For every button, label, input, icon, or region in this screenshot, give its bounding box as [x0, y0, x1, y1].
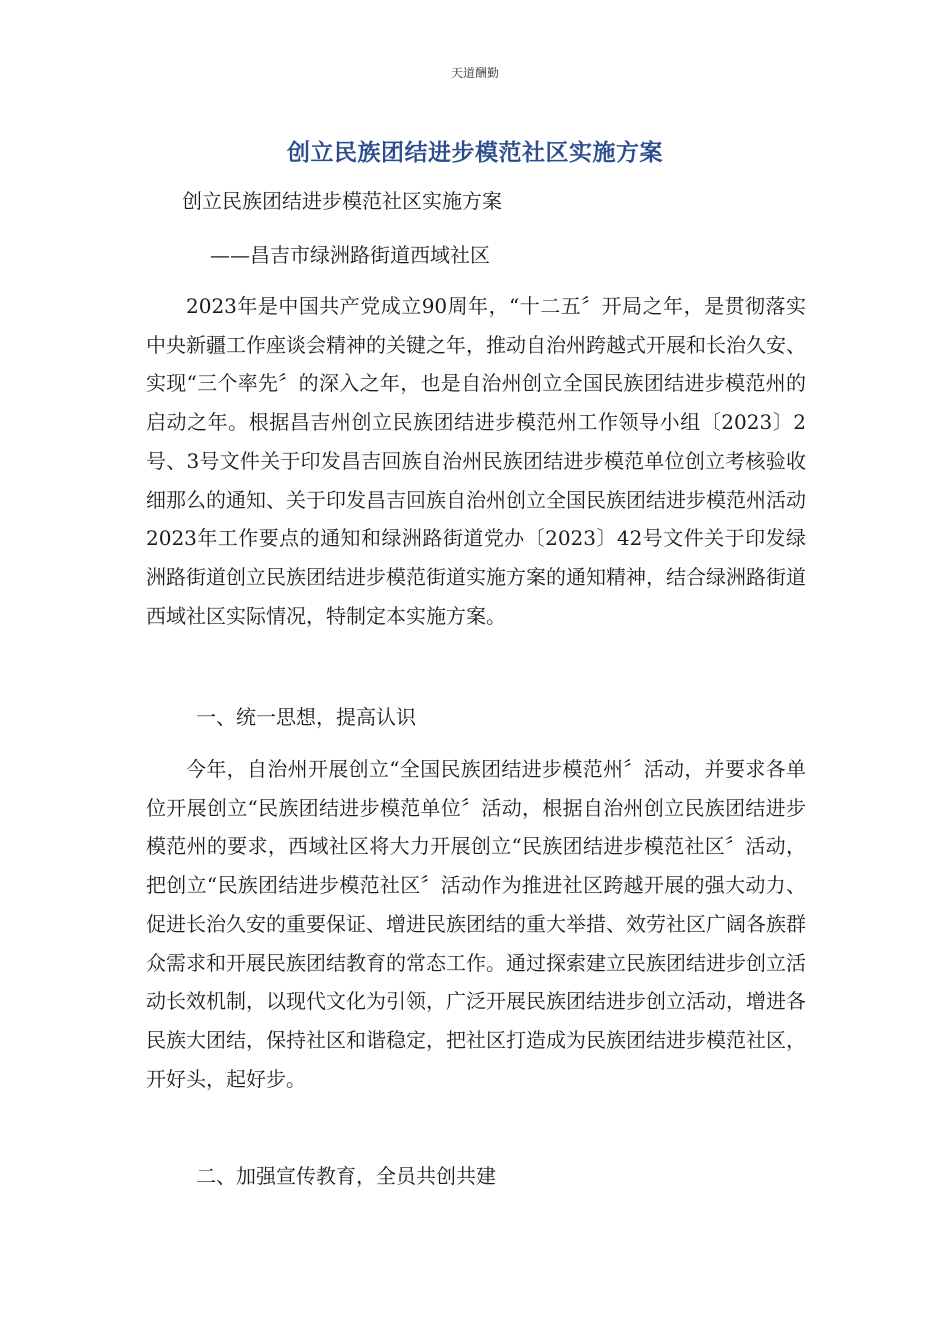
section-1-paragraph: 今年，自治州开展创立“全国民族团结进步模范州〞活动，并要求各单位开展创立“民族团结进步模范单位〞活动，根据自治州创立民族团结进步模范州的要求，西域社区将大力开展创立“民族团结进步模范社区〞活动，把创立“民族团结进步模范社区〞活动作为推进社区跨越开展的强大动力、促进长治久安的重要保证、增进民族团结的重大举措、效劳社区广阔各族群众需求和开展民族团结教育的常态工作。通过探索建立民族团结进步创立活动长效机制，以现代文化为引领，广泛开展民族团结进步创立活动，增进各民族大团结，保持社区和谐稳定，把社区打造成为民族团结进步模范社区，开好头，起好步。	[146, 757, 806, 1091]
intro-paragraph: 2023年是中国共产党成立90周年，“十二五〞开局之年，是贯彻落实中央新疆工作座谈会精神的关键之年，推动自治州跨越式开展和长治久安、实现“三个率先〞的深入之年，也是自治州创立全国民族团结进步模范州的启动之年。根据昌吉州创立民族团结进步模范州工作领导小组〔2023〕2号、3号文件关于印发昌吉回族自治州民族团结进步模范单位创立考核验收细那么的通知、关于印发昌吉回族自治州创立全国民族团结进步模范州活动2023年工作要点的通知和绿洲路街道党办〔2023〕42号文件关于印发绿洲路街道创立民族团结进步模范街道实施方案的通知精神，结合绿洲路街道西域社区实际情况，特制定本实施方案。	[146, 294, 806, 628]
section-2-heading: 二、加强宣传教育，全员共创共建	[196, 1164, 496, 1188]
document-attribution: ——昌吉市绿洲路街道西域社区	[210, 243, 490, 267]
document-subtitle: 创立民族团结进步模范社区实施方案	[182, 189, 502, 213]
page-header: 天道酬勤	[450, 66, 499, 80]
document-title: 创立民族团结进步模范社区实施方案	[287, 140, 663, 166]
section-1-heading: 一、统一思想，提高认识	[196, 705, 416, 729]
